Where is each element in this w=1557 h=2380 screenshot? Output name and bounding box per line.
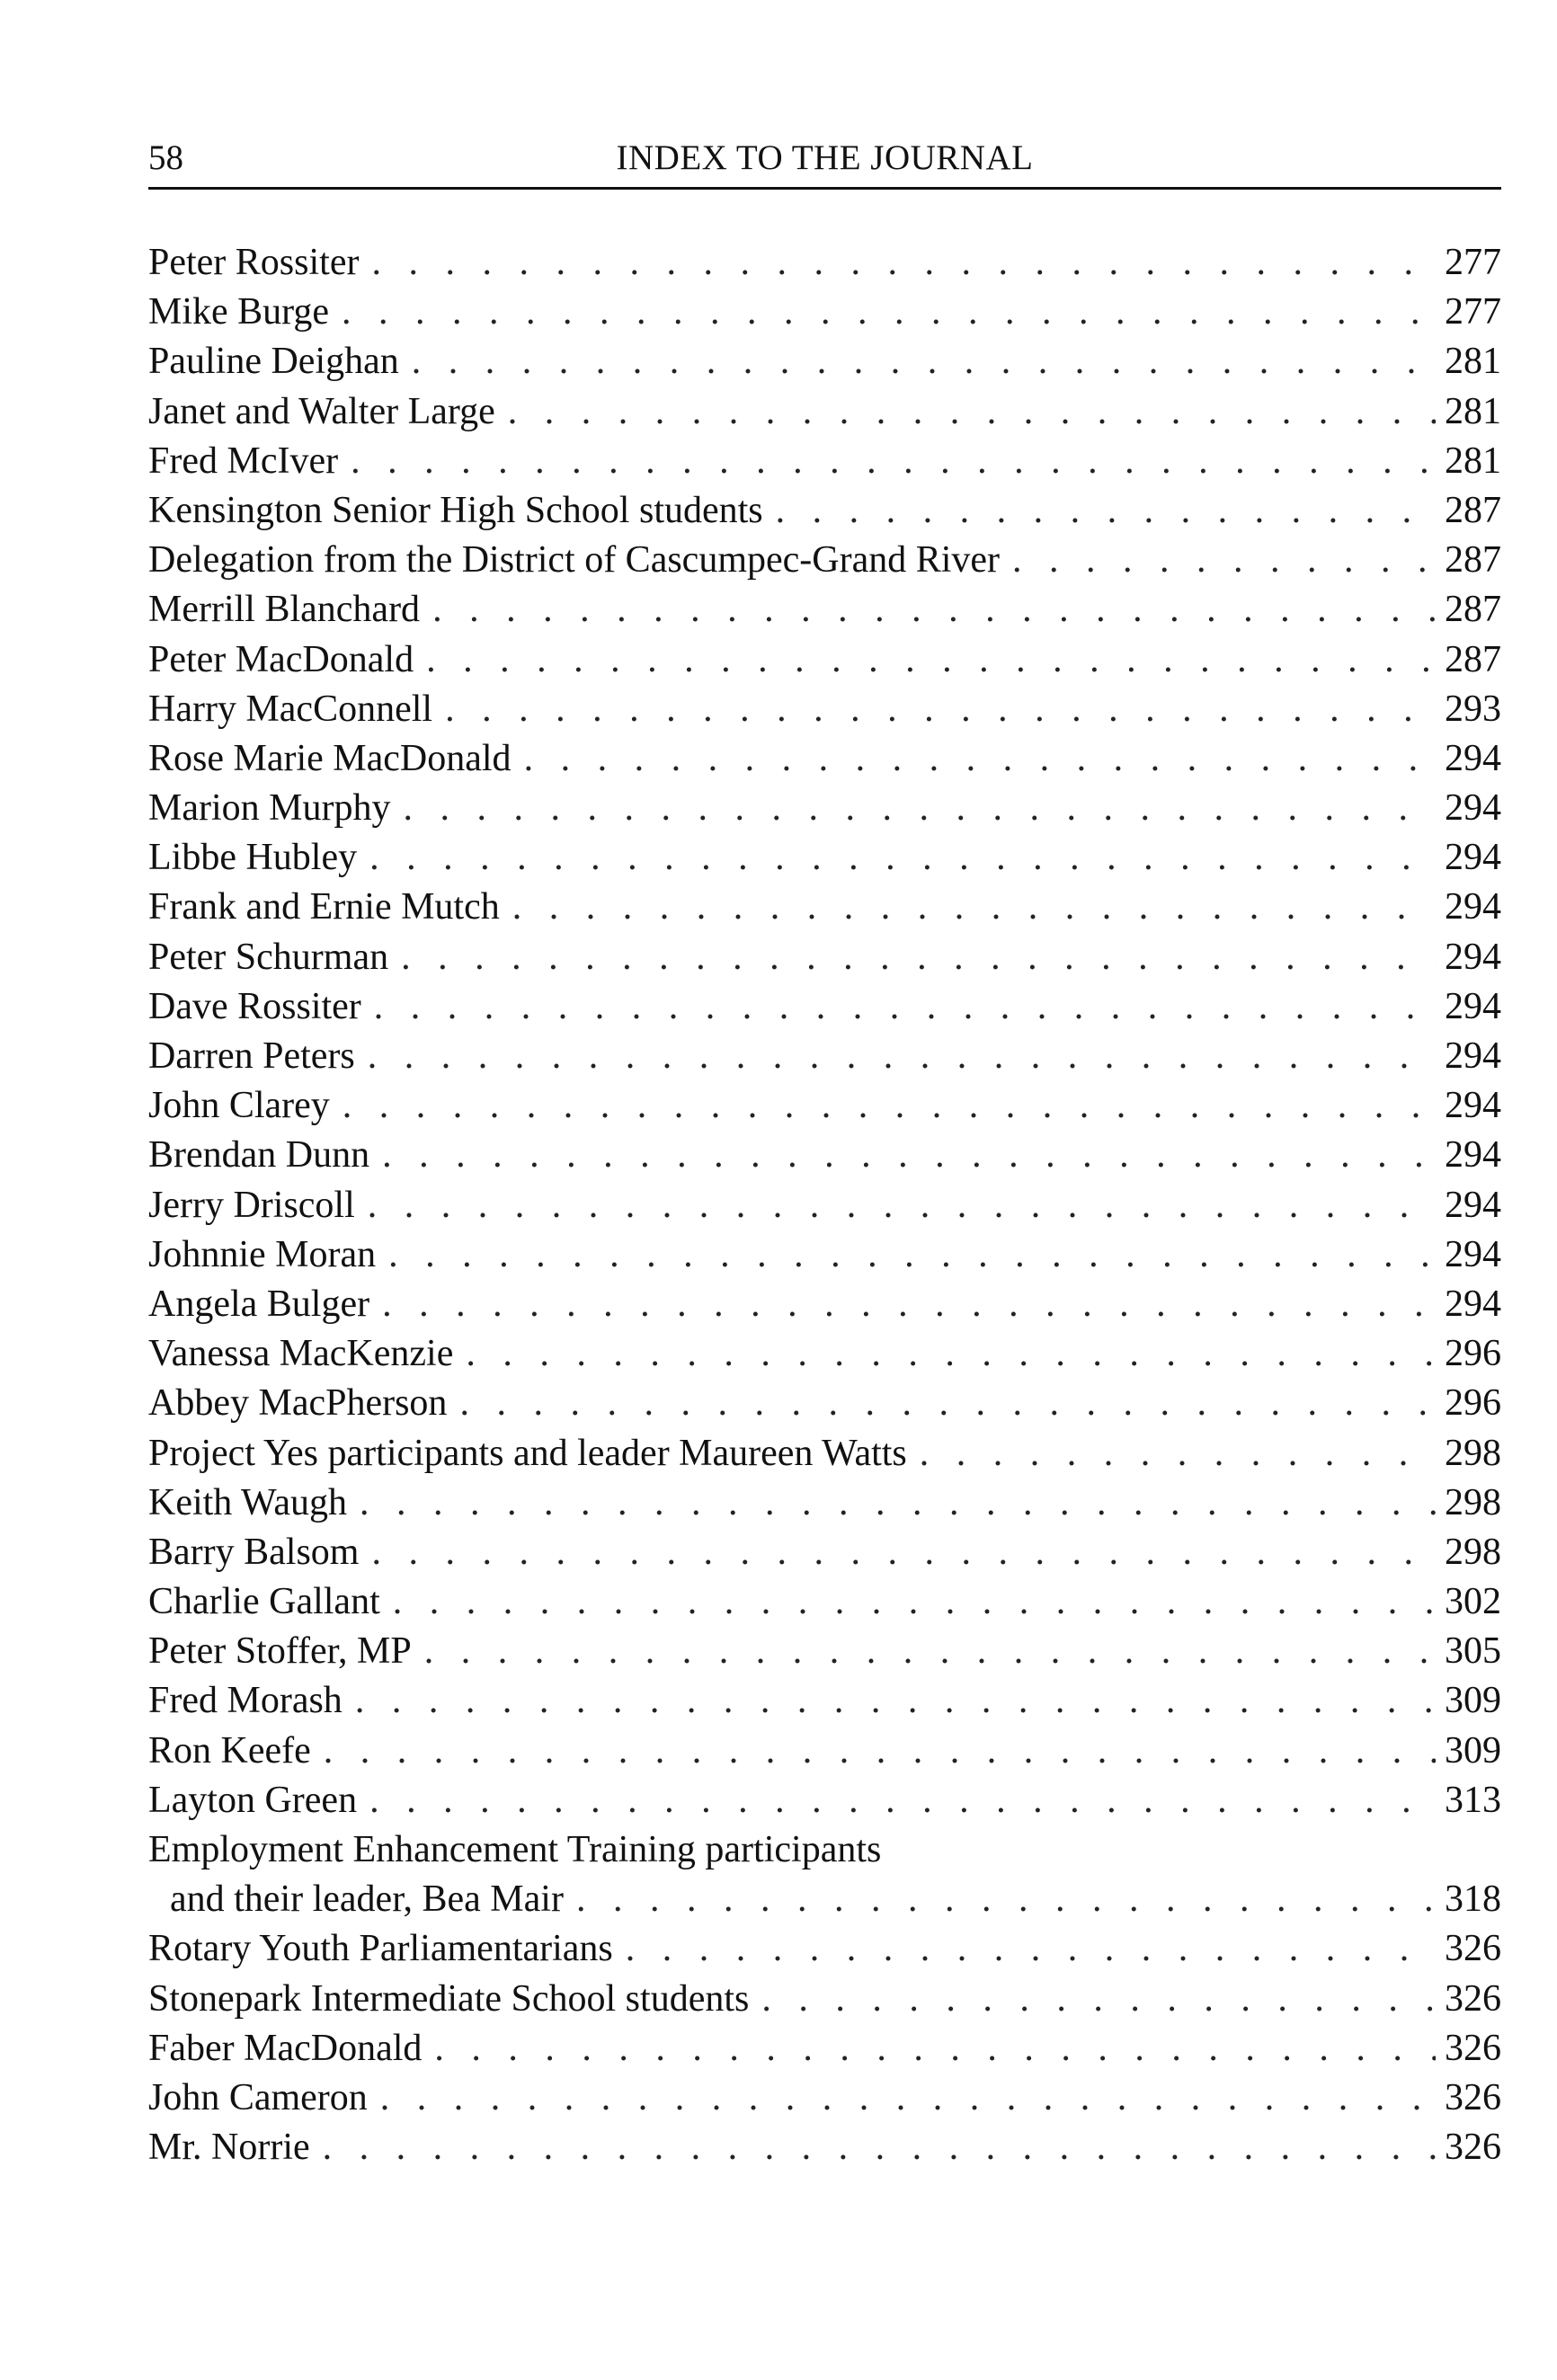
entry-name: Peter Stoffer, MP: [148, 1630, 412, 1673]
entry-name: Ron Keefe: [148, 1729, 311, 1772]
index-entry: [148, 784, 1501, 833]
entry-name: Rose Marie MacDonald: [148, 737, 512, 779]
running-title: INDEX TO THE JOURNAL: [616, 138, 1034, 177]
dot-leader: [466, 1329, 1436, 1379]
index-entry: [148, 1577, 1501, 1627]
dot-leader: [403, 784, 1436, 833]
entry-name: Stonepark Intermediate School students: [148, 1977, 750, 2020]
dot-leader: [369, 1776, 1436, 1825]
entry-name: Rotary Youth Parliamentarians: [148, 1928, 613, 1970]
entry-page-number: 298: [1445, 1432, 1501, 1474]
entry-name-continuation: and their leader, Bea Mair: [170, 1878, 564, 1921]
index-entry: [148, 585, 1501, 635]
entry-name: Charlie Gallant: [148, 1581, 380, 1623]
entry-page-number: 294: [1445, 936, 1501, 978]
index-entry: [148, 2024, 1501, 2074]
entry-name: Delegation from the District of Cascumpec-Grand River: [148, 539, 1001, 582]
index-entry: [148, 1727, 1501, 1776]
dot-leader: [576, 1875, 1436, 1924]
dot-leader: [374, 982, 1436, 1032]
entry-page-number: 294: [1445, 787, 1501, 830]
entry-page-number: 287: [1445, 539, 1501, 582]
index-entry: [148, 437, 1501, 486]
index-entry: [148, 337, 1501, 386]
index-entry: [148, 1924, 1501, 1974]
index-entry: [148, 2074, 1501, 2123]
dot-leader: [368, 1032, 1436, 1081]
entry-page-number: 309: [1445, 1729, 1501, 1772]
entry-name: Employment Enhancement Training participants: [148, 1829, 882, 1870]
entry-name: Peter MacDonald: [148, 638, 414, 680]
dot-leader: [380, 2074, 1436, 2123]
entry-name: Peter Rossiter: [148, 242, 360, 283]
entry-page-number: 277: [1445, 291, 1501, 333]
dot-leader: [761, 1975, 1436, 2024]
index-entry: [148, 288, 1501, 337]
dot-leader: [360, 1479, 1436, 1528]
entry-page-number: 294: [1445, 1184, 1501, 1226]
index-entry: [148, 1875, 1501, 1924]
dot-leader: [371, 1528, 1436, 1577]
entry-page-number: 313: [1445, 1779, 1501, 1821]
entry-page-number: 287: [1445, 638, 1501, 680]
index-entry: [148, 1676, 1501, 1726]
dot-leader: [401, 933, 1436, 982]
dot-leader: [524, 734, 1436, 784]
dot-leader: [324, 1727, 1436, 1776]
dot-leader: [382, 1131, 1436, 1180]
entry-name: Keith Waugh: [148, 1481, 347, 1523]
entry-name: Kensington Senior High School students: [148, 489, 763, 531]
index-entry: [148, 2123, 1501, 2172]
entry-name: Mr. Norrie: [148, 2127, 310, 2169]
dot-leader: [351, 437, 1436, 486]
entry-page-number: 309: [1445, 1680, 1501, 1722]
index-entry: [148, 685, 1501, 734]
entry-page-number: 298: [1445, 1531, 1501, 1573]
entry-page-number: 294: [1445, 1085, 1501, 1127]
entry-page-number: 287: [1445, 489, 1501, 531]
entry-page-number: 294: [1445, 837, 1501, 879]
dot-leader: [432, 585, 1436, 635]
index-list: [148, 238, 1501, 2172]
index-entry: [148, 486, 1501, 536]
entry-page-number: 302: [1445, 1581, 1501, 1623]
entry-name: Peter Schurman: [148, 936, 389, 978]
entry-name: Layton Green: [148, 1779, 358, 1821]
index-entry: [148, 635, 1501, 685]
entry-name: Angela Bulger: [148, 1283, 370, 1325]
dot-leader: [445, 685, 1436, 734]
entry-name: John Clarey: [148, 1085, 330, 1127]
entry-name: Libbe Hubley: [148, 837, 358, 879]
entry-name: Janet and Walter Large: [148, 390, 495, 432]
dot-leader: [343, 1081, 1436, 1131]
dot-leader: [512, 883, 1436, 932]
index-entry: [148, 833, 1501, 883]
index-entry: [148, 1280, 1501, 1329]
entry-name: Project Yes participants and leader Maureen Watts: [148, 1432, 907, 1474]
dot-leader: [920, 1429, 1436, 1479]
entry-page-number: 281: [1445, 390, 1501, 432]
entry-name: Vanessa MacKenzie: [148, 1333, 454, 1375]
dot-leader: [1012, 536, 1436, 585]
index-entry: [148, 387, 1501, 437]
entry-page-number: 293: [1445, 688, 1501, 730]
index-entry: [148, 238, 1501, 288]
document-page: [148, 135, 1501, 2172]
entry-name: Marion Murphy: [148, 787, 391, 830]
index-entry: [148, 1975, 1501, 2024]
entry-page-number: 296: [1445, 1333, 1501, 1375]
index-entry: [148, 1081, 1501, 1131]
entry-name: John Cameron: [148, 2076, 368, 2118]
dot-leader: [434, 2024, 1436, 2074]
index-entry-line: [148, 1825, 1501, 1875]
dot-leader: [459, 1379, 1436, 1428]
page-number: 58: [148, 138, 183, 177]
index-entry: [148, 1627, 1501, 1676]
index-entry: [148, 1479, 1501, 1528]
dot-leader: [355, 1676, 1436, 1726]
dot-leader: [368, 1181, 1436, 1230]
entry-page-number: 326: [1445, 2127, 1501, 2169]
index-entry: [148, 1032, 1501, 1081]
entry-page-number: 287: [1445, 589, 1501, 631]
entry-page-number: 294: [1445, 985, 1501, 1027]
dot-leader: [412, 337, 1436, 386]
dot-leader: [382, 1280, 1436, 1329]
entry-name: Mike Burge: [148, 291, 330, 333]
entry-page-number: 294: [1445, 886, 1501, 928]
dot-leader: [371, 238, 1436, 288]
index-entry: [148, 982, 1501, 1032]
dot-leader: [342, 288, 1436, 337]
dot-leader: [388, 1230, 1436, 1280]
dot-leader: [626, 1924, 1436, 1974]
entry-name: Brendan Dunn: [148, 1134, 370, 1177]
dot-leader: [323, 2123, 1436, 2172]
index-entry: [148, 1131, 1501, 1180]
dot-leader: [393, 1577, 1436, 1627]
entry-page-number: 281: [1445, 341, 1501, 383]
dot-leader: [426, 635, 1436, 685]
entry-page-number: 326: [1445, 2076, 1501, 2118]
index-entry: [148, 1528, 1501, 1577]
index-entry: [148, 536, 1501, 585]
index-entry: [148, 734, 1501, 784]
dot-leader: [776, 486, 1436, 536]
entry-name: Harry MacConnell: [148, 688, 433, 730]
dot-leader: [424, 1627, 1436, 1676]
entry-page-number: 296: [1445, 1382, 1501, 1425]
entry-name: Abbey MacPherson: [148, 1382, 448, 1425]
entry-name: Faber MacDonald: [148, 2027, 423, 2069]
entry-page-number: 326: [1445, 1977, 1501, 2020]
entry-page-number: 281: [1445, 440, 1501, 482]
entry-name: Barry Balsom: [148, 1531, 360, 1573]
entry-page-number: 294: [1445, 737, 1501, 779]
dot-leader: [508, 387, 1436, 437]
entry-name: Dave Rossiter: [148, 985, 361, 1027]
index-entry: [148, 1429, 1501, 1479]
running-header: [148, 135, 1501, 182]
entry-name: Pauline Deighan: [148, 341, 399, 383]
index-entry: [148, 1379, 1501, 1428]
entry-name: Fred McIver: [148, 440, 339, 482]
entry-page-number: 318: [1445, 1878, 1501, 1921]
entry-page-number: 294: [1445, 1134, 1501, 1177]
header-rule: [148, 187, 1501, 190]
index-entry: [148, 1776, 1501, 1825]
entry-name: Johnnie Moran: [148, 1233, 377, 1275]
entry-name: Fred Morash: [148, 1680, 343, 1722]
index-entry: [148, 1230, 1501, 1280]
entry-page-number: 294: [1445, 1283, 1501, 1325]
entry-page-number: 298: [1445, 1481, 1501, 1523]
dot-leader: [369, 833, 1436, 883]
entry-page-number: 326: [1445, 2027, 1501, 2069]
index-entry: [148, 1181, 1501, 1230]
entry-name: Frank and Ernie Mutch: [148, 886, 500, 928]
entry-page-number: 294: [1445, 1233, 1501, 1275]
entry-name: Merrill Blanchard: [148, 589, 421, 631]
entry-name: Jerry Driscoll: [148, 1184, 355, 1226]
entry-page-number: 277: [1445, 242, 1501, 283]
entry-name: Darren Peters: [148, 1035, 355, 1077]
index-entry: [148, 883, 1501, 932]
entry-page-number: 294: [1445, 1035, 1501, 1077]
entry-page-number: 305: [1445, 1630, 1501, 1673]
index-entry: [148, 1329, 1501, 1379]
index-entry: [148, 933, 1501, 982]
entry-page-number: 326: [1445, 1928, 1501, 1970]
